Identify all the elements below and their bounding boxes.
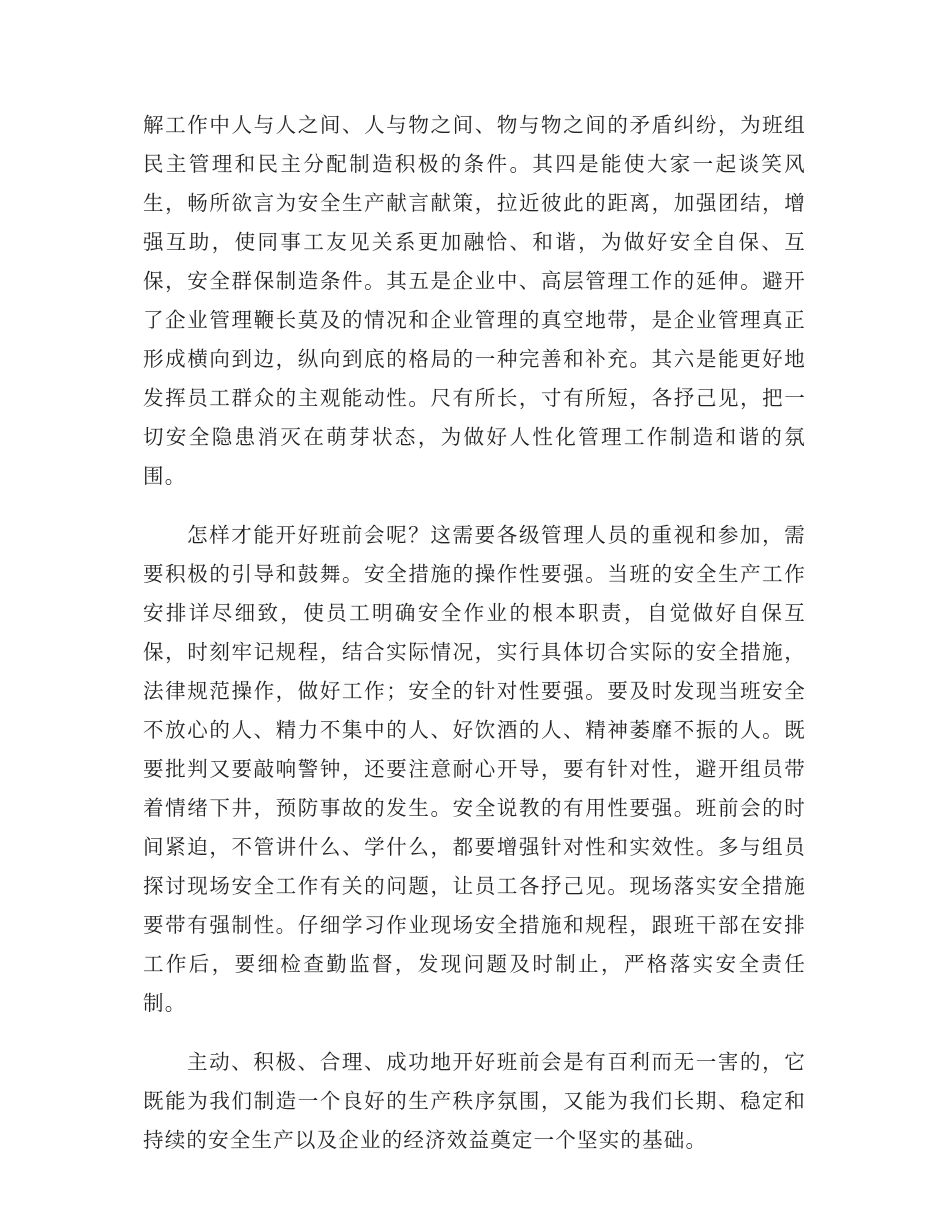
paragraph-how-to-hold-meeting: 怎样才能开好班前会呢？这需要各级管理人员的重视和参加，需要积极的引导和鼓舞。安全措施的操作性要强。当班的安全生产工作安排详尽细致，使员工明确安全作业的根本职责，自觉做好自保互保，时刻牢记规程，结合实际情况，实行具体切合实际的安全措施，法律规范操作，做好工作；安全的针对性要强。要及时发现当班安全不放心的人、精力不集中的人、好饮酒的人、精神萎靡不振的人。既要批判又要敲响警钟，还要注意耐心开导，要有针对性，避开组员带着情绪下井，预防事故的发生。安全说教的有用性要强。班前会的时间紧迫，不管讲什么、学什么，都要增强针对性和实效性。多与组员探讨现场安全工作有关的问题，让员工各抒己见。现场落实安全措施要带有强制性。仔细学习作业现场安全措施和规程，跟班干部在安排工作后，要细检查勤监督，发现问题及时制止，严格落实安全责任制。 <box>143 523 806 1015</box>
paragraph-continued: 解工作中人与人之间、人与物之间、物与物之间的矛盾纠纷，为班组民主管理和民主分配制造积极的条件。其四是能使大家一起谈笑风生，畅所欲言为安全生产献言献策，拉近彼此的距离，加强团结，增强互助，使同事工友见关系更加融恰、和谐，为做好安全自保、互保，安全群保制造条件。其五是企业中、高层管理工作的延伸。避开了企业管理鞭长莫及的情况和企业管理的真空地带，是企业管理真正形成横向到边，纵向到底的格局的一种完善和补充。其六是能更好地发挥员工群众的主观能动性。尺有所长，寸有所短，各抒己见，把一切安全隐患消灭在萌芽状态，为做好人性化管理工作制造和谐的氛围。 <box>143 113 806 488</box>
document-body <box>143 106 806 1160</box>
paragraph-conclusion: 主动、积极、合理、成功地开好班前会是有百利而无一害的，它既能为我们制造一个良好的生产秩序氛围，又能为我们长期、稳定和持续的安全生产以及企业的经济效益奠定一个坚实的基础。 <box>143 1050 806 1152</box>
